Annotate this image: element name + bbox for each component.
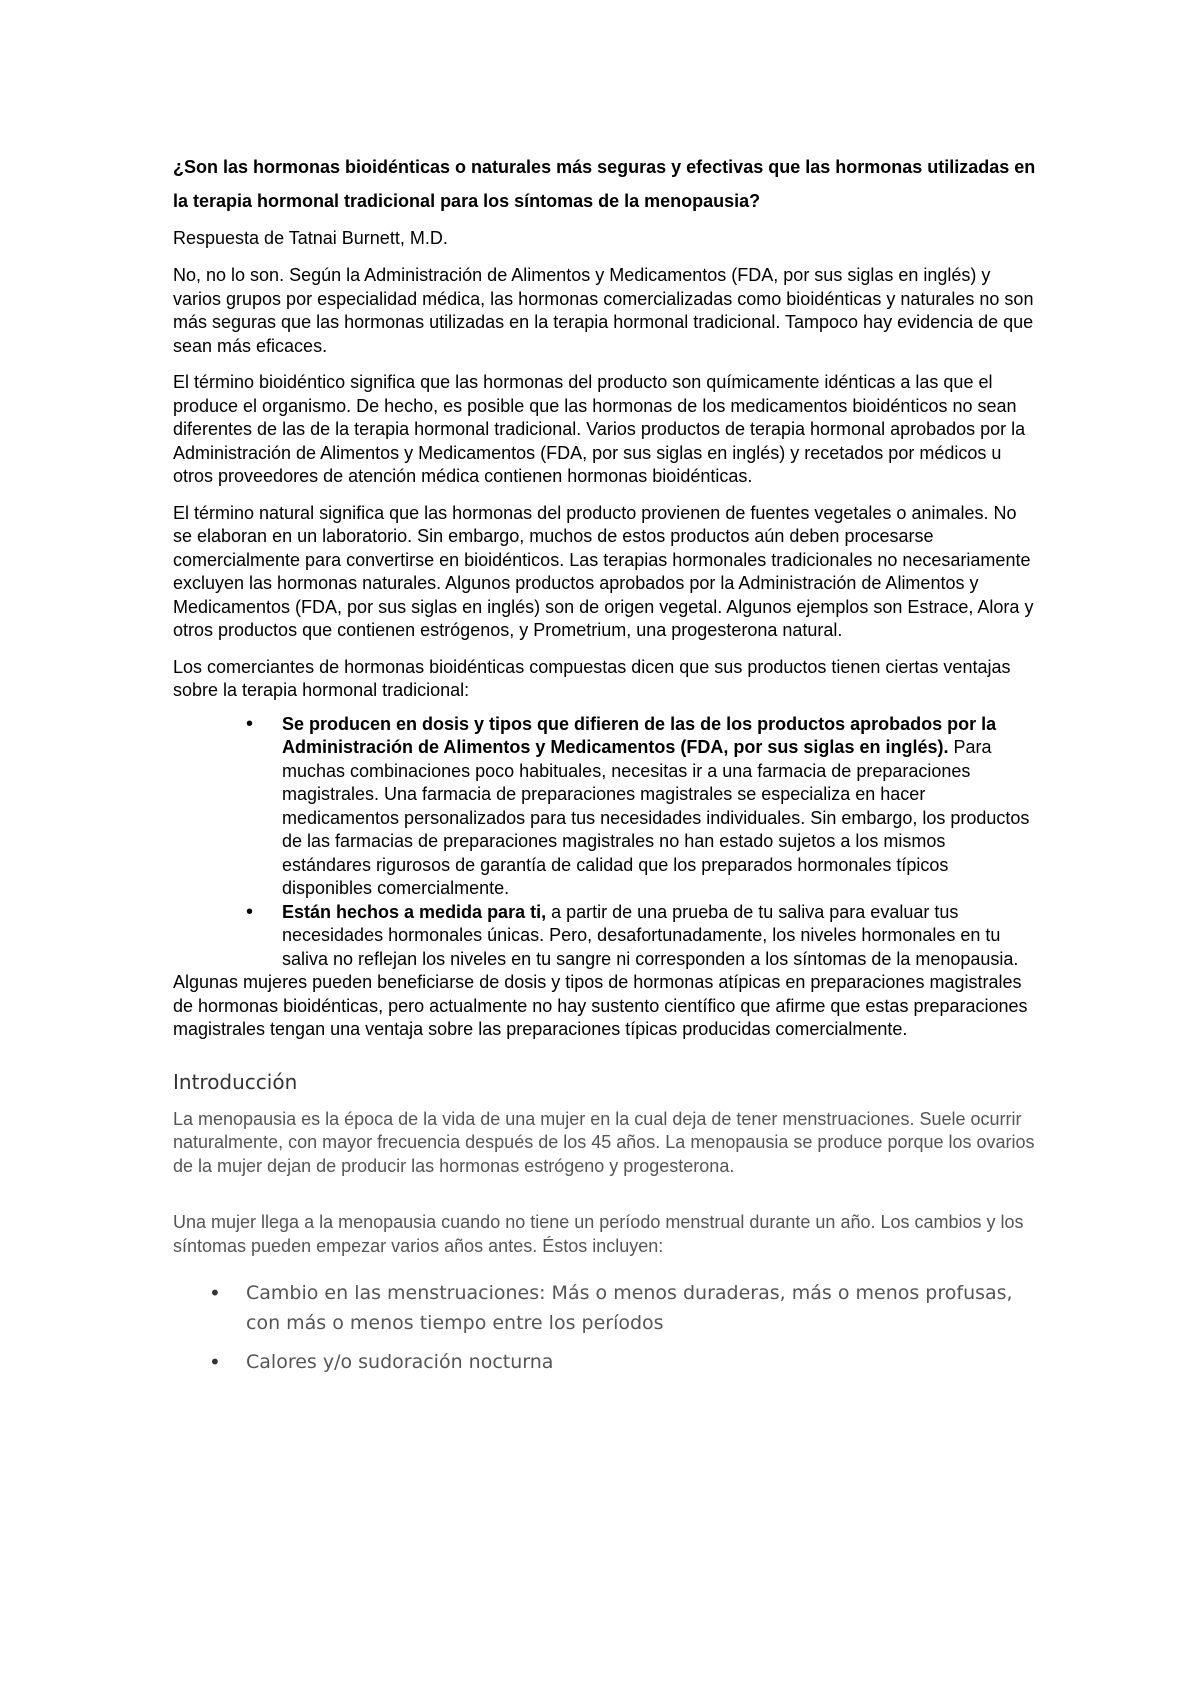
list-item-text: a partir de una prueba de tu saliva para evaluar tus necesidades hormonales únicas. Pero, desafortunadamente, los niveles hormonales en tu saliva no reflejan los niveles en tu sangre ni corresponden a los síntomas de la menopausia. — [282, 901, 1019, 969]
list-item — [282, 713, 1039, 901]
list-item: • Cambio en las menstruaciones: Más o menos duraderas, más o menos profusas, con más o menos tiempo entre los períodos — [246, 1278, 1039, 1338]
author-line: Respuesta de Tatnai Burnett, M.D. — [173, 228, 448, 248]
document-page — [173, 150, 1039, 1386]
advantages-list — [173, 713, 1039, 972]
intro-paragraph-symptoms: Una mujer llega a la menopausia cuando no tiene un período menstrual durante un año. Los cambios y los síntomas pueden empezar varios años antes. Éstos incluyen: — [173, 1212, 1024, 1256]
paragraph-bioidentical-definition: El término bioidéntico significa que las hormonas del producto son químicamente idénticas a las que el produce el organismo. De hecho, es posible que las hormonas de los medicamentos bioidénticos no sean diferentes de las de la terapia hormonal tradicional. Varios productos de terapia hormonal aprobados por la Administración de Alimentos y Medicamentos (FDA, por sus siglas en inglés) y recetados por médicos u otros proveedores de atención médica contienen hormonas bioidénticas. — [173, 372, 1026, 486]
paragraph-fda-answer: No, no lo son. Según la Administración de Alimentos y Medicamentos (FDA, por sus siglas en inglés) y varios grupos por especialidad médica, las hormonas comercializadas como bioidénticas y naturales no son más seguras que las hormonas utilizadas en la terapia hormonal tradicional. Tampoco hay evidencia de que sean más eficaces. — [173, 265, 1034, 356]
list-item: • Calores y/o sudoración nocturna — [246, 1347, 1039, 1377]
list-item-bold: Se producen en dosis y tipos que difieren de las de los productos aprobados por la Administración de Alimentos y Medicamentos (FDA, por sus siglas en inglés). — [282, 713, 997, 757]
paragraph-closing: Algunas mujeres pueden beneficiarse de dosis y tipos de hormonas atípicas en preparaciones magistrales de hormonas bioidénticas, pero actualmente no hay sustento científico que afirme que estas preparaciones magistrales tengan una ventaja sobre las preparaciones típicas producidas comercialmente. — [173, 972, 1028, 1039]
list-item — [282, 901, 1039, 972]
list-item-bold: Están hechos a medida para ti, — [282, 901, 547, 922]
paragraph-natural-definition: El término natural significa que las hormonas del producto provienen de fuentes vegetales o animales. No se elaboran en un laboratorio. Sin embargo, muchos de estos productos aún deben procesarse comercialmente para convertirse en bioidénticos. Las terapias hormonales tradicionales no necesariamente excluyen las hormonas naturales. Algunos productos aprobados por la Administración de Alimentos y Medicamentos (FDA, por sus siglas en inglés) son de origen vegetal. Algunos ejemplos son Estrace, Alora y otros productos que contienen estrógenos, y Prometrium, una progesterona natural. — [173, 502, 1034, 640]
symptoms-list — [173, 1278, 1039, 1377]
question-heading: ¿Son las hormonas bioidénticas o naturales más seguras y efectivas que las hormonas utilizadas en la terapia hormonal tradicional para los síntomas de la menopausia? — [173, 157, 1036, 211]
intro-heading: Introducción — [173, 1069, 298, 1094]
paragraph-marketers-claims: Los comerciantes de hormonas bioidénticas compuestas dicen que sus productos tienen ciertas ventajas sobre la terapia hormonal tradicional: — [173, 656, 1011, 700]
intro-paragraph-menopause: La menopausia es la época de la vida de una mujer en la cual deja de tener menstruaciones. Suele ocurrir naturalmente, con mayor frecuencia después de los 45 años. La menopausia se produce porque los ovarios de la mujer dejan de producir las hormonas estrógeno y progesterona. — [173, 1108, 1035, 1176]
list-item-text: Para muchas combinaciones poco habituales, necesitas ir a una farmacia de preparaciones magistrales. Una farmacia de preparaciones magistrales se especializa en hacer medicamentos personalizados para tus necesidades individuales. Sin embargo, los productos de las farmacias de preparaciones magistrales no han estado sujetos a los mismos estándares rigurosos de garantía de calidad que los preparados hormonales típicos disponibles comercialmente. — [282, 737, 1030, 898]
